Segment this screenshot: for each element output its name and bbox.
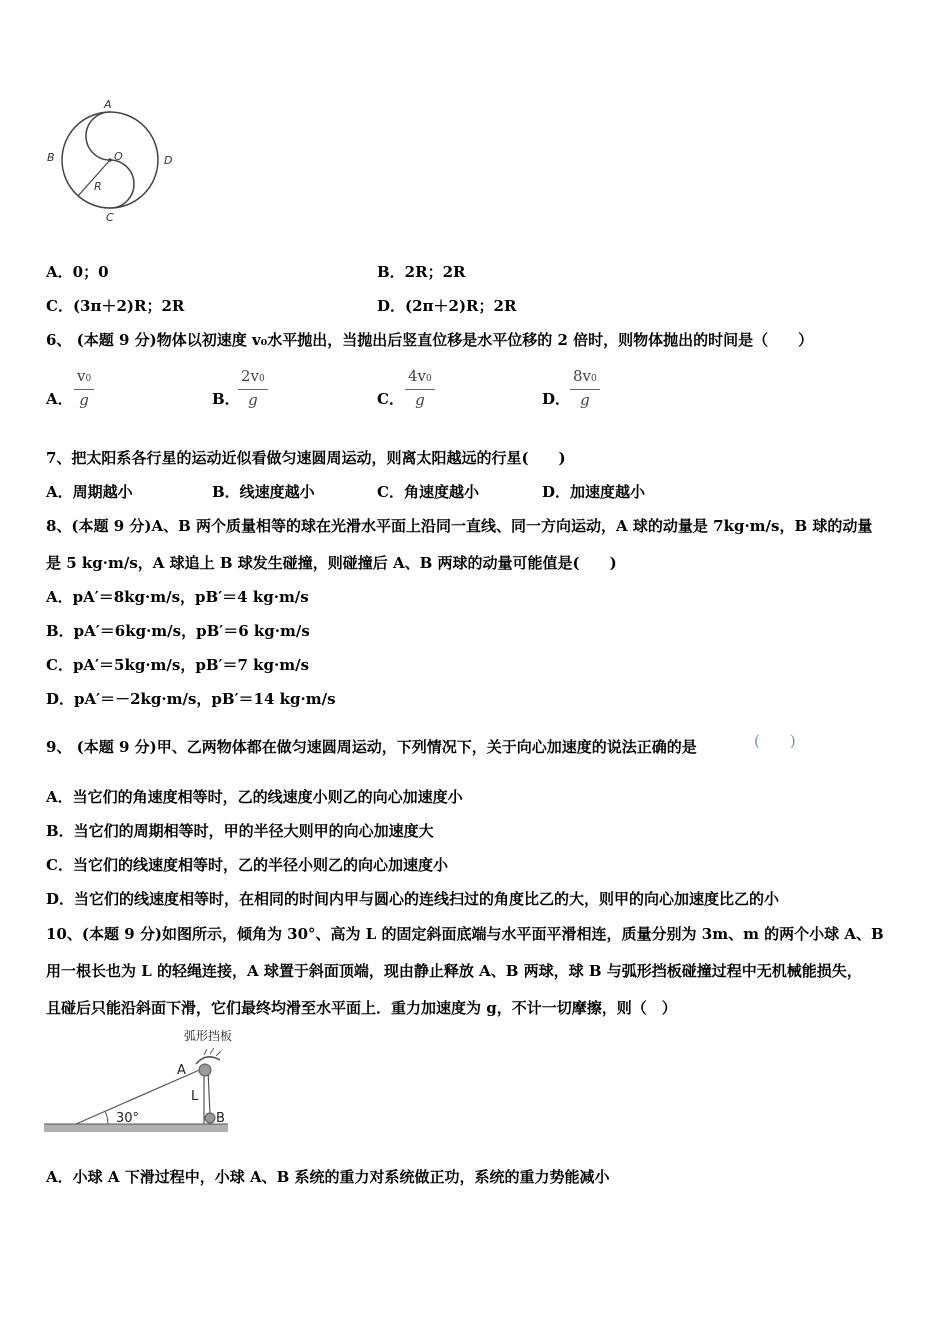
q5-option-c: C．(3π＋2)R；2R	[46, 297, 185, 315]
q10-stem-line3: 且碰后只能沿斜面下滑，它们最终均滑至水平面上．重力加速度为 g，不计一切摩擦，则（ ）	[46, 999, 677, 1017]
label-o: O	[114, 150, 123, 163]
q6-b-num: 2v	[241, 367, 260, 385]
q10-option-a: A．小球 A 下滑过程中，小球 A、B 系统的重力对系统做正功，系统的重力势能减小	[46, 1168, 610, 1186]
q7-option-a: A．周期越小	[46, 483, 133, 501]
center-point	[108, 158, 112, 162]
q10-stem-line1: 10、(本题 9 分)如图所示，倾角为 30°、高为 L 的固定斜面底端与水平面平滑相连，质量分别为 3m、m 的两个小球 A、B	[46, 925, 884, 943]
q7-option-c: C．角速度越小	[377, 483, 479, 501]
q9-option-c: C．当它们的线速度相等时，乙的半径小则乙的向心加速度小	[46, 856, 448, 874]
ball-a	[199, 1064, 211, 1076]
incline-diagram	[44, 1024, 244, 1136]
q5-option-b: B．2R；2R	[377, 263, 466, 281]
label-ball-b: B	[216, 1111, 225, 1126]
label-rope-l: L	[191, 1089, 199, 1104]
q9-stem: 9、 (本题 9 分)甲、乙两物体都在做匀速圆周运动，下列情况下，关于向心加速度的说法正确的是	[46, 738, 697, 756]
q8-option-d: D．pA′＝－2kg·m/s，pB′＝14 kg·m/s	[46, 690, 336, 708]
q6-c-den: g	[415, 391, 425, 409]
label-a: A	[104, 98, 112, 111]
q7-option-d: D．加速度越小	[542, 483, 646, 501]
baffle-hatch-1	[204, 1049, 207, 1055]
q10-stem-line2: 用一根长也为 L 的轻绳连接，A 球置于斜面顶端，现由静止释放 A、B 两球，球 B 与弧形挡板碰撞过程中无机械能损失，	[46, 962, 862, 980]
q6-option-b-label: B．	[212, 390, 240, 408]
q6-b-den: g	[248, 391, 258, 409]
q6-option-d-fraction: $\frac{8v0}{g}$	[570, 366, 600, 410]
baffle-arc	[196, 1057, 220, 1064]
q6-a-den: g	[79, 391, 89, 409]
q5-option-a: A．0；0	[46, 263, 109, 281]
q6-option-b-fraction: $\frac{2v0}{g}$	[238, 366, 268, 410]
baffle-label: 弧形挡板	[184, 1029, 233, 1043]
q5-option-d: D．(2π＋2)R；2R	[377, 297, 517, 315]
q6-d-den: g	[580, 391, 590, 409]
label-b: B	[47, 151, 55, 164]
q8-option-c: C．pA′＝5kg·m/s，pB′＝7 kg·m/s	[46, 656, 310, 674]
q6-stem: 6、 (本题 9 分)物体以初速度 v₀水平抛出，当抛出后竖直位移是水平位移的 2 倍时，则物体抛出的时间是（ ）	[46, 331, 814, 349]
baffle-hatch-2	[210, 1048, 214, 1054]
label-angle: 30°	[116, 1111, 140, 1126]
rope	[208, 1070, 210, 1114]
ball-b	[205, 1113, 215, 1123]
label-d: D	[164, 154, 173, 167]
baffle-hatch-3	[216, 1051, 221, 1056]
label-c: C	[106, 211, 114, 224]
label-ball-a: A	[177, 1063, 186, 1078]
q7-option-b: B．线速度越小	[212, 483, 315, 501]
angle-arc	[105, 1111, 108, 1124]
q6-option-a-label: A．	[46, 390, 73, 408]
q9-option-b: B．当它们的周期相等时，甲的半径大则甲的向心加速度大	[46, 822, 434, 840]
q8-stem-line1: 8、(本题 9 分)A、B 两个质量相等的球在光滑水平面上沿同一直线、同一方向运动，A 球的动量是 7kg·m/s，B 球的动量	[46, 517, 873, 535]
q9-option-d: D．当它们的线速度相等时，在相同的时间内甲与圆心的连线扫过的角度比乙的大，则甲的向心加速度比乙的小	[46, 890, 780, 908]
q6-option-c-fraction: $\frac{4v0}{g}$	[405, 366, 435, 410]
q7-stem: 7、把太阳系各行星的运动近似看做匀速圆周运动，则离太阳越远的行星( )	[46, 449, 566, 467]
q6-option-a-fraction: $\frac{v0}{g}$	[74, 366, 94, 410]
q9-bracket: ( )	[754, 732, 796, 750]
q6-a-num: v	[77, 367, 86, 385]
q6-c-num: 4v	[408, 367, 427, 385]
q8-option-b: B．pA′＝6kg·m/s，pB′＝6 kg·m/s	[46, 622, 310, 640]
q8-option-a: A．pA′＝8kg·m/s，pB′＝4 kg·m/s	[46, 588, 309, 606]
q6-d-num: 8v	[573, 367, 592, 385]
circle-diagram	[40, 96, 190, 226]
q6-option-c-label: C．	[377, 390, 404, 408]
q8-stem-line2: 是 5 kg·m/s，A 球追上 B 球发生碰撞，则碰撞后 A、B 两球的动量可能值是( )	[46, 554, 617, 572]
q6-option-d-label: D．	[542, 390, 571, 408]
label-r: R	[94, 180, 102, 193]
q9-option-a: A．当它们的角速度相等时，乙的线速度小则乙的向心加速度小	[46, 788, 463, 806]
